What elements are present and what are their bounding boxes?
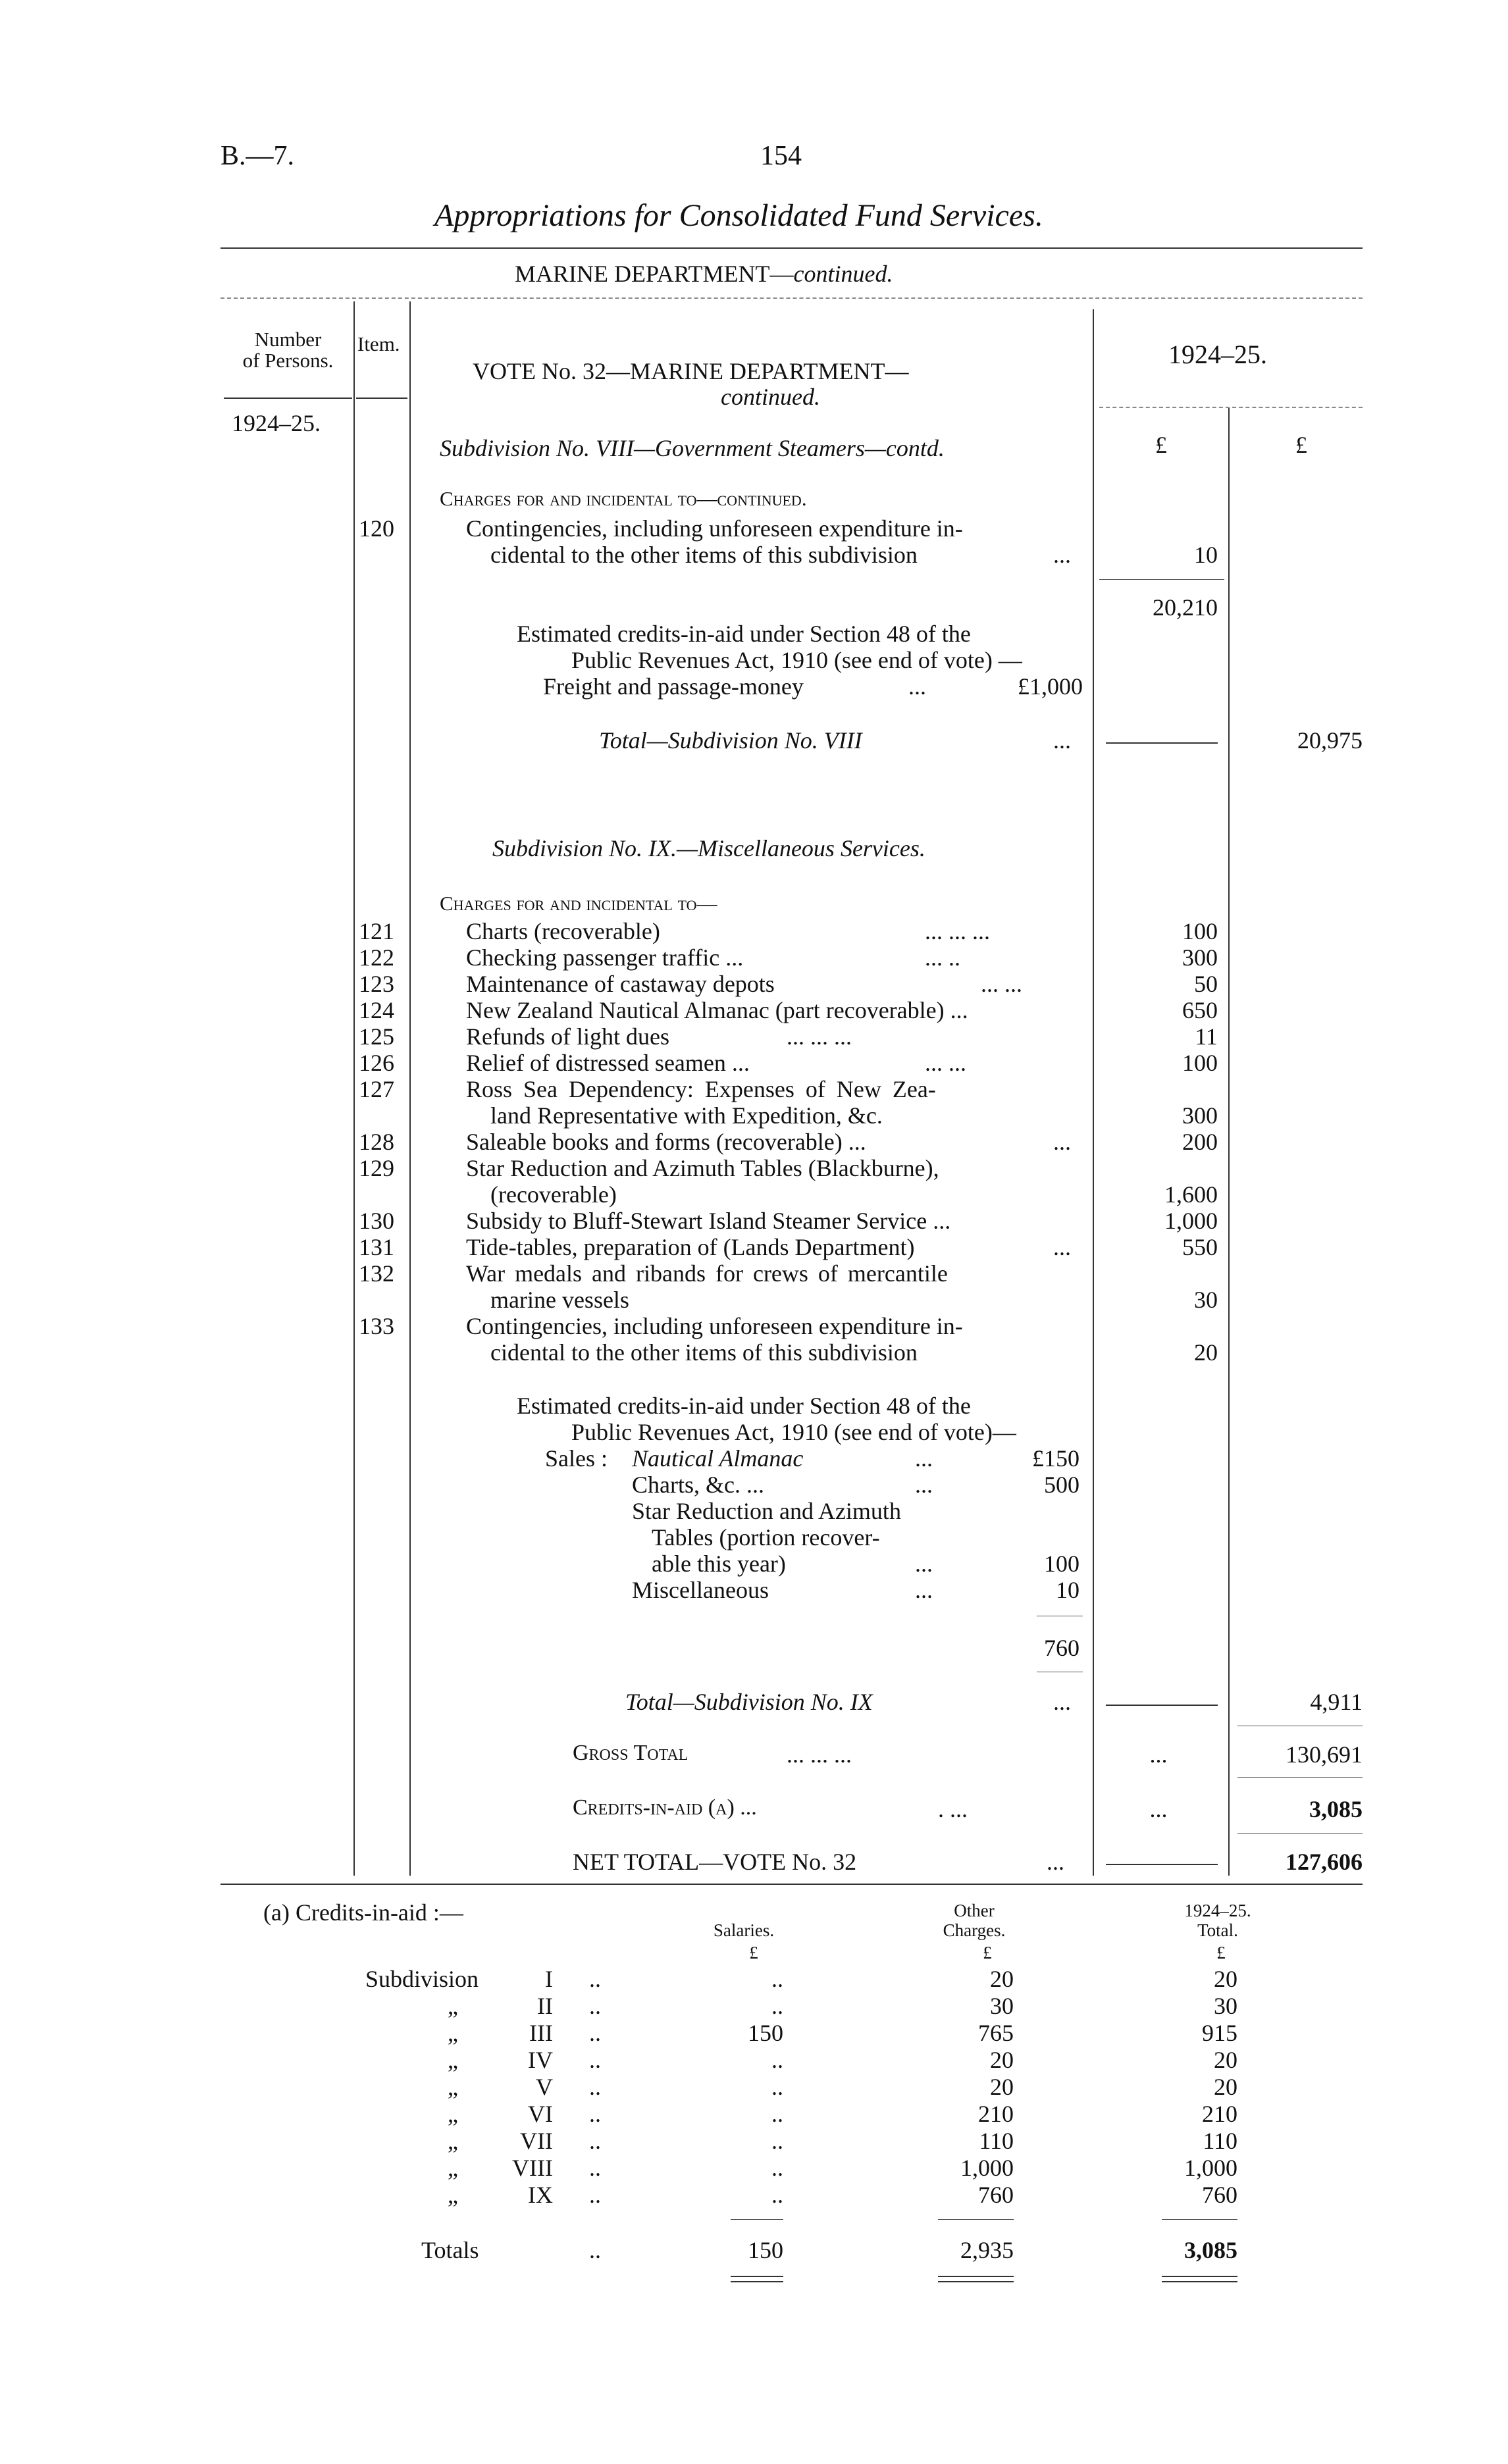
rule [1106,742,1218,744]
item-text: land Representative with Expedition, &c. [490,1102,883,1129]
item-number: 120 [359,515,394,542]
pound-col1: £ [1155,432,1167,458]
ditto: „ [448,2182,458,2208]
sub9-heading: Subdivision No. IX.—Miscellaneous Services. [492,835,925,861]
item-number: 127 [359,1076,394,1102]
rule [1237,1833,1363,1834]
double-rule [1162,2276,1237,2282]
item-text: Charts (recoverable) [466,918,660,944]
rule [1099,579,1224,580]
sales-amount: 500 [1044,1472,1079,1498]
other-cell: 20 [990,1966,1014,1992]
dots: . ... [938,1796,968,1822]
sub8-total-value: 20,975 [1297,727,1363,754]
column-rule [1228,408,1230,1876]
ditto: „ [448,2155,458,2181]
year-left: 1924–25. [232,410,321,436]
net-total-label: NET TOTAL—VOTE No. 32 [573,1849,857,1875]
sub-numeral: IX [528,2182,553,2208]
item-value: 100 [1182,1050,1218,1076]
sub9-total-label: Total—Subdivision No. IX [625,1689,873,1715]
sub-numeral: III [529,2020,553,2046]
item-number: 124 [359,997,394,1023]
col-total [1152,1901,1284,1940]
dots: ... [1053,727,1071,754]
total-cell: 110 [1203,2128,1237,2154]
item-number: 133 [359,1313,394,1339]
department-name: MARINE DEPARTMENT— [515,261,794,287]
item-value: 100 [1182,918,1218,944]
dots: ... [908,673,926,700]
item-text: (recoverable) [490,1181,617,1208]
item-text: Maintenance of castaway depots [466,971,775,997]
item-text: marine vessels [490,1287,629,1313]
item-text: Subsidy to Bluff-Stewart Island Steamer Service ... [466,1208,951,1234]
ditto: „ [448,2128,458,2154]
item-number: 126 [359,1050,394,1076]
item-text: Saleable books and forms (recoverable) ... [466,1129,866,1155]
salaries-cell: .. [771,1966,783,1992]
credits-text: Estimated credits-in-aid under Section 48 of the [517,1393,971,1419]
rule [1162,2219,1237,2220]
other-cell: 765 [978,2020,1014,2046]
sales-item-label: Charts, &c. ... [632,1472,764,1498]
item-number: 131 [359,1234,394,1260]
sub8-heading: Subdivision No. VIII—Government Steamers—contd. [440,435,945,461]
double-rule [731,2276,783,2282]
sales-amount: £150 [1032,1445,1079,1472]
rule [356,398,407,399]
other-cell: 20 [990,2047,1014,2073]
item-value: 200 [1182,1129,1218,1155]
total-cell: 20 [1214,2047,1237,2073]
page-number: 154 [760,141,802,171]
credits-in-aid-value: 3,085 [1309,1796,1363,1822]
item-text: War medals and ribands for crews of mercantile [466,1260,948,1287]
sep: .. [589,2101,601,2127]
item-text: Tide-tables, preparation of (Lands Department) [466,1234,915,1260]
item-number: 129 [359,1155,394,1181]
sales-item-label: Tables (portion recover- [652,1524,880,1551]
rule [1106,1705,1218,1706]
item-text: Relief of distressed seamen ... [466,1050,750,1076]
ditto: „ [448,2047,458,2073]
ditto: „ [448,2020,458,2046]
salaries-cell: .. [771,2074,783,2100]
total-cell: 30 [1214,1993,1237,2019]
column-rule [409,301,411,1876]
sep: .. [589,2237,601,2263]
sep: .. [589,2182,601,2208]
ditto: „ [448,2074,458,2100]
sales-item-label: able this year) [652,1551,786,1577]
dots: ... [915,1577,933,1603]
item-number: 128 [359,1129,394,1155]
gross-total-value: 130,691 [1286,1741,1363,1768]
item-value: 10 [1194,542,1218,568]
total-cell: 1,000 [1184,2155,1237,2181]
vote-title: VOTE No. 32—MARINE DEPARTMENT— [473,358,909,384]
header-line: of Persons. [242,349,334,372]
item-text: Checking passenger traffic ... [466,944,744,971]
other-cell: 760 [978,2182,1014,2208]
sub-numeral: VI [528,2101,553,2127]
total-cell: 915 [1202,2020,1237,2046]
item-number: 125 [359,1023,394,1050]
column-rule [353,301,355,1876]
item-value: 30 [1194,1287,1218,1313]
item-value: 1,000 [1164,1208,1218,1234]
item-value: 300 [1182,1102,1218,1129]
department-cont: continued. [793,261,893,287]
sub-numeral: II [537,1993,553,2019]
sub-numeral: V [536,2074,553,2100]
sales-item-label: Star Reduction and Azimuth [632,1498,901,1524]
dots: ... ... ... [787,1741,852,1768]
dots: ... [1053,1129,1071,1155]
other-cell: 30 [990,1993,1014,2019]
year-right: 1924–25. [1168,340,1267,369]
item-text: Contingencies, including unforeseen expenditure in- [466,1313,963,1339]
dots: ... [1047,1849,1064,1875]
totals-salaries: 150 [748,2237,783,2263]
item-value: 20 [1194,1339,1218,1366]
footnote-label: (a) Credits-in-aid :— [263,1899,463,1926]
sales-amount: 100 [1044,1551,1079,1577]
salaries-cell: .. [771,2047,783,2073]
sub-numeral: VII [520,2128,553,2154]
sales-total: 760 [1044,1635,1079,1661]
salaries-cell: .. [771,2101,783,2127]
dots: ... [1149,1741,1168,1768]
item-value: 50 [1194,971,1218,997]
sub8-charges: Charges for and incidental to—continued. [440,487,807,510]
item-value: 300 [1182,944,1218,971]
header-line: Other [954,1901,995,1920]
number-persons-header [224,329,352,371]
ditto: „ [448,2101,458,2127]
total-cell: 20 [1214,2074,1237,2100]
sales-item-label: Nautical Almanac [632,1445,804,1472]
header-line: 1924–25. [1184,1901,1251,1920]
item-header: Item. [357,332,400,355]
document-code: B.—7. [221,141,295,171]
dots: ... [1053,1689,1071,1715]
col-salaries: Salaries. [713,1920,775,1940]
pound-salaries: £ [749,1943,758,1963]
item-number: 121 [359,918,394,944]
pound-other: £ [983,1943,992,1963]
item-value: 650 [1182,997,1218,1023]
header-line: Total. [1197,1920,1238,1940]
totals-label: Totals [421,2237,479,2263]
col-other [908,1901,1040,1940]
subdivision-word: Subdivision [365,1966,479,1992]
ditto: „ [448,1993,458,2019]
dots: ... [1149,1796,1168,1822]
sep: .. [589,1993,601,2019]
item-text: Star Reduction and Azimuth Tables (Blackburne), [466,1155,939,1181]
department-heading [515,260,893,288]
header-line: Number [254,328,322,351]
item-value: 1,600 [1164,1181,1218,1208]
sep: .. [589,2047,601,2073]
dots: ... .. [925,944,960,971]
pound-col2: £ [1295,432,1307,458]
dots: ... [915,1445,933,1472]
net-total-value: 127,606 [1286,1849,1363,1875]
page-title: Appropriations for Consolidated Fund Services. [434,198,1043,233]
total-cell: 210 [1202,2101,1237,2127]
rule [224,398,352,399]
total-cell: 760 [1202,2182,1237,2208]
salaries-cell: .. [771,2155,783,2181]
column-rule [1093,309,1094,1876]
sub-numeral: VIII [512,2155,553,2181]
sales-amount: 10 [1056,1577,1079,1603]
sep: .. [589,2155,601,2181]
other-cell: 110 [979,2128,1014,2154]
sep: .. [589,2128,601,2154]
item-text: cidental to the other items of this subdivision [490,1339,918,1366]
sub9-charges: Charges for and incidental to— [440,892,717,915]
dots: ... [1053,1234,1071,1260]
sub8-total-label: Total—Subdivision No. VIII [599,727,862,754]
total-cell: 20 [1214,1966,1237,1992]
dots: ... ... [925,1050,966,1076]
rule [221,297,1363,299]
sub9-total-value: 4,911 [1310,1689,1363,1715]
other-cell: 1,000 [960,2155,1014,2181]
dots: ... [1053,542,1071,568]
item-number: 122 [359,944,394,971]
salaries-cell: .. [771,2182,783,2208]
totals-total: 3,085 [1184,2237,1237,2263]
item-text: New Zealand Nautical Almanac (part recoverable) ... [466,997,968,1023]
credits-text: Public Revenues Act, 1910 (see end of vote)— [571,1419,1016,1445]
credits-in-aid-label: Credits-in-aid (a) ... [573,1795,757,1820]
sub8-subtotal: 20,210 [1153,594,1218,621]
salaries-cell: 150 [748,2020,783,2046]
item-number: 132 [359,1260,394,1287]
rule [221,1884,1363,1885]
rule [1099,407,1363,408]
rule [1106,1864,1218,1865]
vote-title-cont: continued. [721,384,820,410]
item-value: 11 [1195,1023,1218,1050]
sep: .. [589,2020,601,2046]
dots: ... [915,1472,933,1498]
totals-other: 2,935 [960,2237,1014,2263]
dots: ... [915,1551,933,1577]
item-number: 130 [359,1208,394,1234]
sep: .. [589,1966,601,1992]
salaries-cell: .. [771,1993,783,2019]
sep: .. [589,2074,601,2100]
sales-label: Sales : [545,1445,608,1472]
rule [731,2219,783,2220]
credits-text: Public Revenues Act, 1910 (see end of vote) — [571,647,1022,673]
rule [1237,1777,1363,1778]
dots: ... ... [981,971,1022,997]
header-line: Charges. [943,1920,1006,1940]
pound-total: £ [1216,1943,1226,1963]
item-value: 550 [1182,1234,1218,1260]
dots: ... ... ... [925,918,990,944]
credits-amount: £1,000 [1018,673,1083,700]
dots: ... ... ... [787,1023,852,1050]
item-number: 123 [359,971,394,997]
item-text: cidental to the other items of this subdivision [490,542,918,568]
sub-numeral: IV [528,2047,553,2073]
credits-text: Estimated credits-in-aid under Section 48 of the [517,621,971,647]
other-cell: 20 [990,2074,1014,2100]
other-cell: 210 [978,2101,1014,2127]
rule [938,2219,1014,2220]
sales-item-label: Miscellaneous [632,1577,769,1603]
rule [221,247,1363,249]
gross-total-label: Gross Total [573,1741,689,1765]
item-text: Ross Sea Dependency: Expenses of New Zea- [466,1076,936,1102]
item-text: Refunds of light dues [466,1023,669,1050]
salaries-cell: .. [771,2128,783,2154]
double-rule [938,2276,1014,2282]
sub-numeral: I [545,1966,553,1992]
item-text: Contingencies, including unforeseen expenditure in- [466,515,963,542]
credits-text: Freight and passage-money [543,673,804,700]
